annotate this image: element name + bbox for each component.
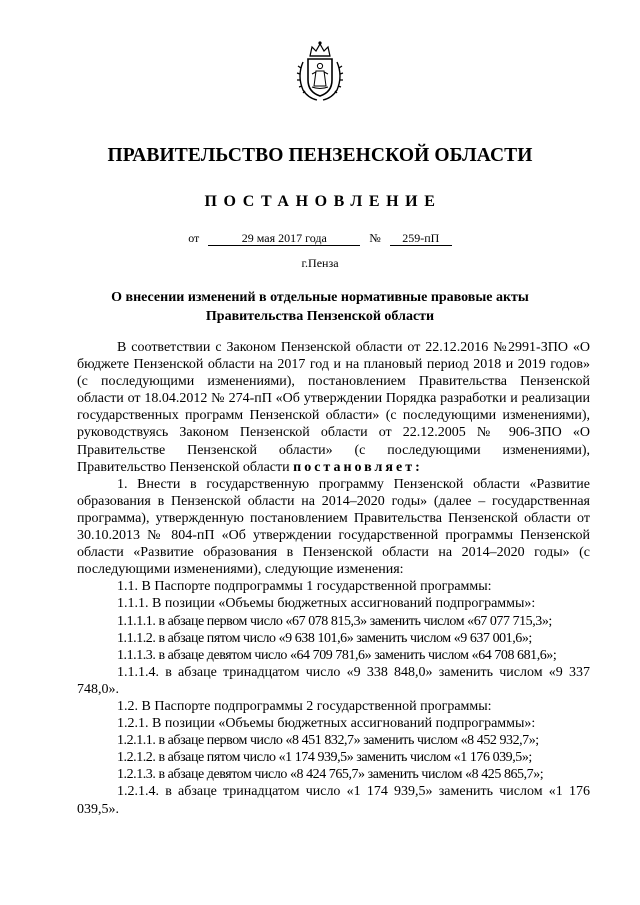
paragraph-1: 1. Внести в государственную программу Пензенской области «Развитие образования в Пензенской области на 2014–2020 годы» (далее – государственная программа), утвержденную постановлением Правительства Пензенской области от 30.10.2013 № 804-пП «Об утверждении государственной программы Пензенской области «Развитие образования в Пензенской области на 2014–2020 годы» (с последующими изменениями), следующие изменения: <box>77 476 590 578</box>
title-line-2: Правительства Пензенской области <box>205 309 435 324</box>
preamble-text: В соответствии с Законом Пензенской области от 22.12.2016 №2991-ЗПО «О бюджете Пензенской области на 2017 год и на плановый период 2018 и 2019 годов» (с последующими изменениями), постановлением Правительства Пензенской области от 18.04.2012 № 274-пП «Об утверждении Порядка разработки и реализации государственных программ Пензенской области» (с последующими изменениями), руководствуясь Законом Пензенской области от 22.12.2005 № 906-ЗПО «О Правительстве Пензенской области» (с последующими изменениями), Правительство Пензенской области <box>77 340 590 475</box>
paragraph-1-2: 1.2. В Паспорте подпрограммы 2 государственной программы: <box>117 698 492 714</box>
date-prefix: от <box>188 231 200 245</box>
date-number-line <box>0 231 640 246</box>
document-title <box>70 288 570 326</box>
document-date: 29 мая 2017 года <box>208 232 360 246</box>
paragraph-1-1-1-2: 1.1.1.2. в абзаце пятом число «9 638 101,6» заменить числом «9 637 001,6»; <box>117 630 532 646</box>
document-body <box>77 339 590 818</box>
organization-heading: ПРАВИТЕЛЬСТВО ПЕНЗЕНСКОЙ ОБЛАСТИ <box>107 145 533 166</box>
paragraph-1-2-1-1: 1.2.1.1. в абзаце первом число «8 451 832,7» заменить числом «8 452 932,7»; <box>117 733 539 749</box>
preamble-paragraph <box>77 339 590 476</box>
title-line-1: О внесении изменений в отдельные нормативные правовые акты <box>111 290 529 305</box>
paragraph-1-2-1-2: 1.2.1.2. в абзаце пятом число «1 174 939,5» заменить числом «1 176 039,5»; <box>117 750 532 766</box>
paragraph-1-1-1-3: 1.1.1.3. в абзаце девятом число «64 709 781,6» заменить числом «64 708 681,6»; <box>117 647 557 663</box>
paragraph-1-1: 1.1. В Паспорте подпрограммы 1 государственной программы: <box>117 579 492 595</box>
paragraph-1-1-1-1: 1.1.1.1. в абзаце первом число «67 078 815,3» заменить числом «67 077 715,3»; <box>117 613 552 629</box>
paragraph-1-2-1: 1.2.1. В позиции «Объемы бюджетных ассигнований подпрограммы»: <box>117 716 536 732</box>
city-label: г.Пенза <box>301 256 339 270</box>
paragraph-1-2-1-3: 1.2.1.3. в абзаце девятом число «8 424 765,7» заменить числом «8 425 865,7»; <box>117 767 544 783</box>
document-type-heading: ПОСТАНОВЛЕНИЕ <box>204 193 442 210</box>
paragraph-1-2-1-4: 1.2.1.4. в абзаце тринадцатом число «1 174 939,5» заменить числом «1 176 039,5». <box>77 784 590 817</box>
paragraph-1-1-1-4: 1.1.1.4. в абзаце тринадцатом число «9 338 848,0» заменить числом «9 337 748,0». <box>77 664 590 697</box>
paragraph-1-1-1: 1.1.1. В позиции «Объемы бюджетных ассигнований подпрограммы»: <box>117 596 536 612</box>
number-prefix: № <box>369 231 381 245</box>
coat-of-arms-emblem <box>295 40 345 104</box>
resolves-word: постановляет: <box>293 459 423 475</box>
document-number: 259-пП <box>390 232 452 246</box>
